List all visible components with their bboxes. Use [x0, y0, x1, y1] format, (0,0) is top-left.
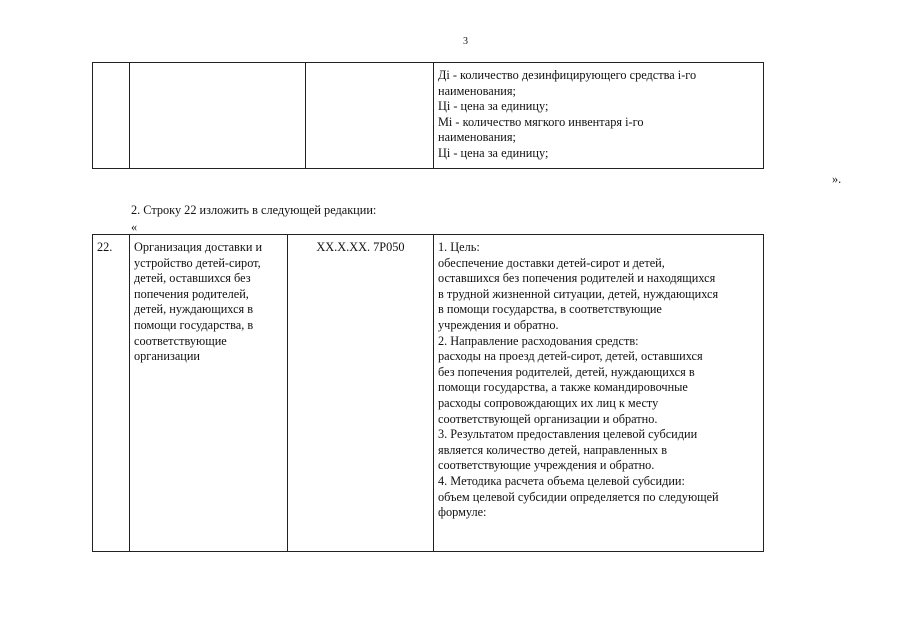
text-line: наименования; [438, 130, 516, 145]
text-line: устройство детей-сирот, [134, 255, 261, 270]
cell-code: ХХ.Х.ХХ. 7Р050 [288, 235, 434, 552]
text-line: помощи государства, в [134, 317, 254, 332]
cell-description [434, 63, 764, 169]
text-line: 3. Результатом предоставления целевой субсидии [438, 427, 698, 442]
text-line: Цi - цена за единицу; [438, 145, 549, 160]
text-line: без попечения родителей, детей, нуждающихся в [438, 364, 695, 379]
text-line: обеспечение доставки детей-сирот и детей, [438, 255, 665, 270]
table-row [93, 235, 764, 552]
text-line: детей, оставшихся без [134, 271, 251, 286]
text-line: оставшихся без попечения родителей и находящихся [438, 271, 716, 286]
text-line: Цi - цена за единицу; [438, 99, 549, 114]
text-line: Организация доставки и [134, 240, 263, 254]
table-row [93, 63, 764, 169]
text-line: соответствующие [134, 333, 227, 348]
text-line: детей, нуждающихся в [134, 302, 254, 317]
cell-number [93, 63, 130, 169]
opening-quote: « [131, 220, 138, 234]
continued-table [92, 62, 764, 169]
row-22-table [92, 234, 764, 552]
cell-number: 22. [93, 235, 130, 552]
text-line: объем целевой субсидии определяется по следующей [438, 489, 719, 504]
text-line: Мi - количество мягкого инвентаря i-го [438, 114, 644, 129]
cell-description [434, 235, 764, 552]
text-line: в трудной жизненной ситуации, детей, нуждающихся [438, 286, 719, 301]
text-line: формуле: [438, 505, 487, 520]
text-line: соответствующие учреждения и обратно. [438, 458, 655, 473]
text-line: 2. Направление расходования средств: [438, 333, 639, 348]
instruction-text: 2. Строку 22 изложить в следующей редакции: [131, 203, 377, 217]
text-line: соответствующей организации и обратно. [438, 411, 658, 426]
cell-code [306, 63, 434, 169]
cell-name [130, 235, 288, 552]
cell-name [130, 63, 306, 169]
text-line: 1. Цель: [438, 240, 480, 254]
text-line: расходы сопровождающих их лиц к месту [438, 395, 659, 410]
text-line: в помощи государства, в соответствующие [438, 302, 662, 317]
text-line: Дi - количество дезинфицирующего средства i-го [438, 68, 697, 82]
text-line: учреждения и обратно. [438, 317, 559, 332]
text-line: организации [134, 349, 201, 364]
text-line: расходы на проезд детей-сирот, детей, оставшихся [438, 349, 703, 364]
text-line: помощи государства, а также командировочные [438, 380, 688, 395]
text-line: является количество детей, направленных в [438, 442, 668, 457]
closing-quote: ». [832, 172, 842, 186]
text-line: наименования; [438, 83, 516, 98]
text-line: 4. Методика расчета объема целевой субсидии: [438, 473, 685, 488]
page-number: 3 [463, 36, 468, 47]
text-line: попечения родителей, [134, 286, 249, 301]
